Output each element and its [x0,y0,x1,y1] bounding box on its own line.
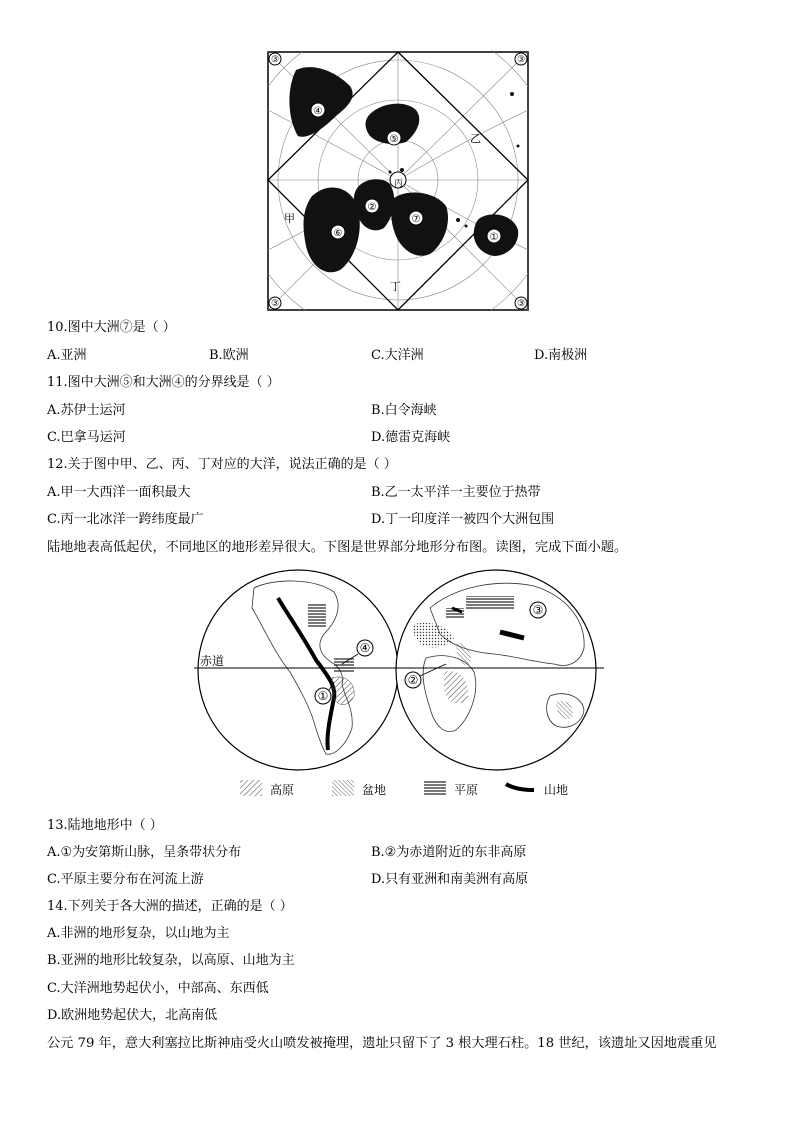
q13-option-d[interactable]: D.只有亚洲和南美洲有高原 [371,872,529,887]
marker-2 [405,672,421,688]
marker-3 [530,602,546,618]
q11-option-a[interactable]: A.苏伊士运河 [47,403,126,418]
q14-option-a[interactable]: A.非洲的地形复杂，以山地为主 [47,926,230,941]
ocean-label-ding: 丁 [390,280,401,293]
svg-text:④: ④ [359,641,371,655]
q13-option-b[interactable]: B.②为赤道附近的东非高原 [371,845,527,860]
q10-stem: 10.图中大洲⑦是（ ） [47,320,176,335]
q13-option-c[interactable]: C.平原主要分布在河流上游 [47,872,204,887]
svg-text:高原: 高原 [270,783,295,797]
svg-text:③: ③ [270,299,280,309]
svg-text:山地: 山地 [544,783,569,797]
q14-option-c[interactable]: C.大洋洲地势起伏小，中部高、东西低 [47,981,269,996]
svg-text:盆地: 盆地 [362,783,387,797]
marker-4 [311,103,325,117]
closing-paragraph: 公元 79 年，意大利塞拉比斯神庙受火山喷发被掩埋，遗址只留下了 3 根大理石柱。18 世纪，该遗址又因地震重见 [47,1036,717,1051]
marker-1 [315,688,331,704]
marker-5 [387,131,401,145]
q12-option-d[interactable]: D.丁一印度洋一被四个大洲包围 [371,512,555,527]
ocean-label-bing: 丙 [394,179,404,189]
q10-option-a[interactable]: A.亚洲 [47,348,87,363]
svg-text:③: ③ [516,299,526,309]
svg-text:④: ④ [313,106,323,117]
svg-text:①: ① [489,232,499,243]
q12-option-c[interactable]: C.丙一北冰洋一跨纬度最广 [47,512,204,527]
ocean-label-jia: 甲 [284,212,295,225]
q10-option-c[interactable]: C.大洋洲 [371,348,424,363]
svg-text:⑦: ⑦ [411,214,421,225]
marker-6 [331,225,345,239]
svg-text:⑥: ⑥ [333,228,343,239]
marker-2 [365,199,379,213]
svg-text:③: ③ [516,55,526,65]
q13-option-a[interactable]: A.①为安第斯山脉，呈条带状分布 [47,845,242,860]
marker-1 [487,229,501,243]
equator-label: 赤道 [200,654,225,668]
svg-text:③: ③ [532,603,544,617]
q11-option-c[interactable]: C.巴拿马运河 [47,430,126,445]
q11-option-b[interactable]: B.白令海峡 [371,403,437,418]
q11-option-d[interactable]: D.德雷克海峡 [371,430,451,445]
q11-stem: 11.图中大洲⑤和大洲④的分界线是（ ） [47,375,280,390]
svg-text:平原: 平原 [454,783,479,797]
q14-option-d[interactable]: D.欧洲地势起伏大，北高南低 [47,1008,218,1023]
svg-text:③: ③ [270,55,280,65]
svg-text:②: ② [407,673,419,687]
intro-paragraph: 陆地地表高低起伏，不同地区的地形差异很大。下图是世界部分地形分布图。读图，完成下面小题。 [47,540,628,555]
svg-text:⑤: ⑤ [389,134,399,145]
q12-stem: 12.关于图中甲、乙、丙、丁对应的大洋，说法正确的是（ ） [47,457,397,472]
world-map-projection-figure [266,50,530,312]
q10-option-b[interactable]: B.欧洲 [209,348,249,363]
q14-option-b[interactable]: B.亚洲的地形比较复杂，以高原、山地为主 [47,953,295,968]
legend [240,780,568,797]
q10-option-d[interactable]: D.南极洲 [534,348,588,363]
q13-stem: 13.陆地地形中（ ） [47,818,163,833]
marker-4 [357,640,373,656]
svg-text:②: ② [367,202,377,213]
ocean-label-yi: 乙 [470,132,481,145]
landform-distribution-figure [194,568,604,808]
q12-option-a[interactable]: A.甲一大西洋一面积最大 [47,485,191,500]
svg-text:①: ① [317,689,329,703]
marker-7 [409,211,423,225]
q14-stem: 14.下列关于各大洲的描述，正确的是（ ） [47,899,293,914]
q12-option-b[interactable]: B.乙一太平洋一主要位于热带 [371,485,541,500]
